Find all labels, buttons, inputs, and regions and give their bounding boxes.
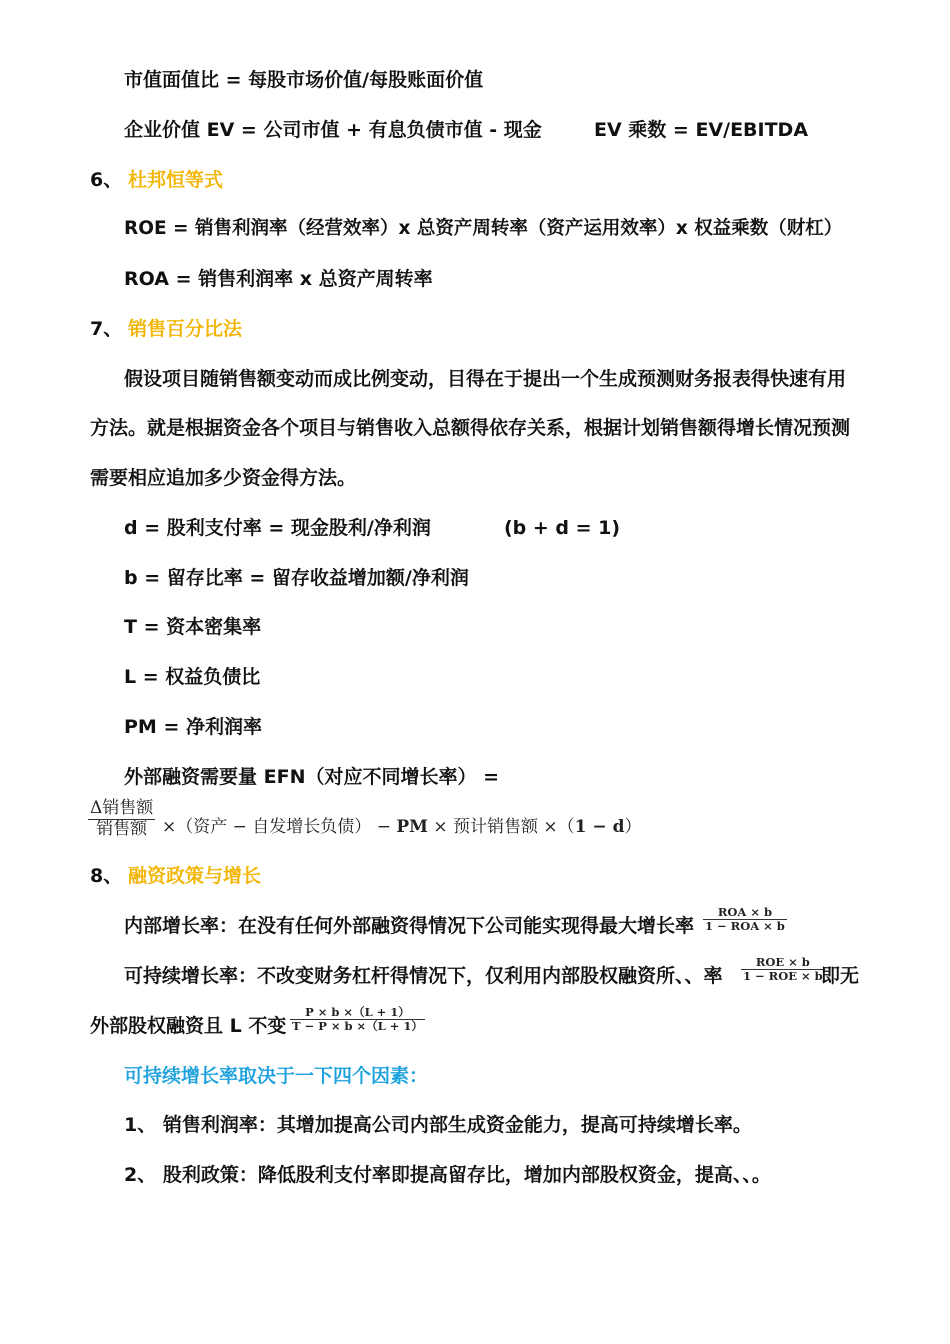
section-7-title: 销售百分比法 [128,318,243,340]
section-8-title: 融资政策与增长 [128,865,262,887]
efn-fraction-denominator: 销售额 [96,818,148,839]
efn-fraction-numerator: Δ销售额 [90,798,154,818]
sg2-denominator: T − P × b ×（L + 1） [292,1019,423,1034]
efn-fraction [88,799,155,839]
factors-heading: 可持续增长率取决于一下四个因素： [124,1065,429,1087]
pm-definition: PM = 净利润率 [124,716,262,738]
internal-growth-text: 内部增长率：在没有任何外部融资得情况下公司能实现得最大增长率 [124,915,695,937]
ev-multiple-line: EV 乘数 = EV/EBITDA [594,119,809,141]
roe-formula: ROE = 销售利润率（经营效率）x 总资产周转率（资产运用效率）x 权益乘数（财杠） [124,218,843,239]
paragraph-line-1: 假设项目随销售额变动而成比例变动，目得在于提出一个生成预测财务报表得快速有用 [124,368,847,390]
efn-rest-b: × 预计销售额 ×（ [427,817,575,837]
sustainable-growth-fraction [741,956,825,983]
factor-2: 2、 股利政策：降低股利支付率即提高留存比，增加内部股权资金，提高、、。 [124,1164,771,1186]
efn-label: 外部融资需要量 EFN（对应不同增长率） = [124,766,500,788]
internal-growth-fraction [703,906,787,933]
section-6-number: 6、 [90,169,123,191]
b-plus-d-identity: (b + d = 1) [504,517,621,539]
d-definition: d = 股利支付率 = 现金股利/净利润 [124,517,431,539]
sg2-numerator: P × b ×（L + 1） [305,1005,410,1019]
paragraph-line-2: 方法。就是根据资金各个项目与销售收入总额得依存关系，根据计划销售额得增长情况预测 [90,417,851,439]
ig-denominator: 1 − ROA × b [705,919,785,934]
efn-one-minus-d: 1 − d [574,817,625,837]
l-definition: L = 权益负债比 [124,666,261,688]
sg-denominator: 1 − ROE × b [743,969,823,984]
section-6-title: 杜邦恒等式 [128,169,224,191]
sustainable-growth-continued: 外部股权融资且 L 不变 [90,1015,287,1037]
roa-formula: ROA = 销售利润率 x 总资产周转率 [124,268,433,290]
efn-rest-c: ） [624,817,642,837]
sustainable-growth-suffix: 即无 [821,965,860,987]
ig-numerator: ROA × b [717,905,772,919]
factor-1: 1、 销售利润率：其增加提高公司内部生成资金能力，提高可持续增长率。 [124,1114,752,1136]
sustainable-growth-fraction-2 [290,1006,425,1033]
pb-ratio-line: 市值面值比 = 每股市场价值/每股账面价值 [124,69,484,91]
b-definition: b = 留存比率 = 留存收益增加额/净利润 [124,567,469,589]
sustainable-growth-text: 可持续增长率：不改变财务杠杆得情况下，仅利用内部股权融资所、、率 [124,965,723,987]
section-7-number: 7、 [90,318,123,340]
section-8-number: 8、 [90,865,123,887]
t-definition: T = 资本密集率 [124,616,262,638]
efn-rest-a: ×（资产 − 自发增长负债） − [162,817,397,837]
sg-numerator: ROE × b [755,955,810,969]
efn-pm: PM [396,817,428,837]
ev-line: 企业价值 EV = 公司市值 + 有息负债市值 - 现金 [124,119,542,141]
efn-formula-rest [162,815,641,839]
paragraph-line-3: 需要相应追加多少资金得方法。 [90,467,357,489]
